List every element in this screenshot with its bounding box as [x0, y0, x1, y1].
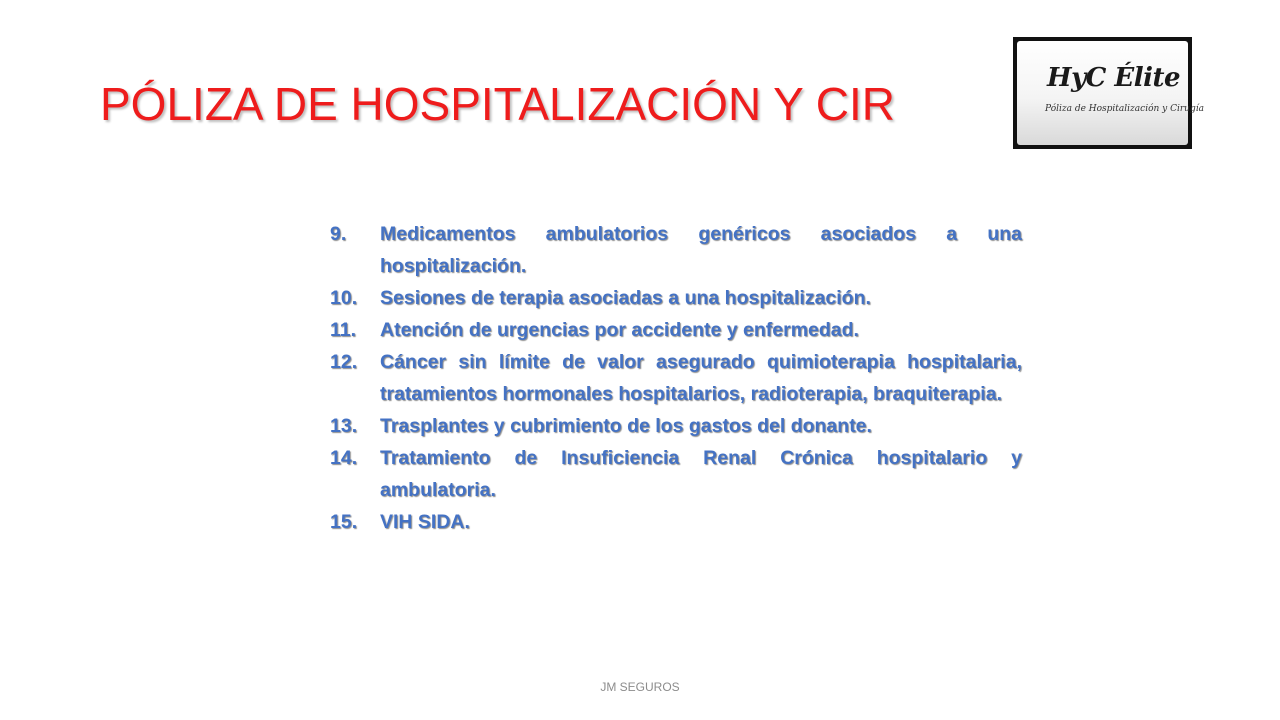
list-item-text: VIH SIDA. [380, 511, 470, 533]
list-item-number: 15. [330, 511, 358, 533]
list-item-text: Tratamiento de Insuficiencia Renal Crónica hospitalario y ambulatoria. [380, 447, 1022, 501]
list-item [330, 314, 1022, 346]
list-item-number: 10. [330, 287, 358, 309]
list-item-number: 12. [330, 351, 358, 373]
list-item [330, 506, 1022, 538]
list-item-number: 9. [330, 223, 347, 245]
list-item [330, 282, 1022, 314]
list-item-number: 14. [330, 447, 358, 469]
list-item-text: Medicamentos ambulatorios genéricos asociados a una hospitalización. [380, 223, 1022, 277]
slide-footer: JM SEGUROS [600, 680, 680, 694]
list-item-text: Cáncer sin límite de valor asegurado quimioterapia hospitalaria, tratamientos hormonales hospitalarios, radioterapia, braquiterapia. [380, 351, 1022, 405]
list-item-number: 11. [330, 319, 357, 341]
logo-brand-text: HyC Élite [1047, 63, 1181, 93]
list-item-text: Trasplantes y cubrimiento de los gastos del donante. [380, 415, 872, 437]
hyc-elite-logo [1013, 37, 1204, 149]
slide-title: PÓLIZA DE HOSPITALIZACIÓN Y CIR [100, 78, 895, 130]
list-item-text: Atención de urgencias por accidente y enfermedad. [380, 319, 859, 341]
list-item [330, 410, 1022, 442]
list-item [330, 346, 1022, 410]
list-item [330, 442, 1022, 506]
coverage-list [330, 218, 1022, 538]
list-item [330, 218, 1022, 282]
logo-panel [1017, 41, 1204, 145]
list-item-number: 13. [330, 415, 358, 437]
list-item-text: Sesiones de terapia asociadas a una hospitalización. [380, 287, 871, 309]
logo-tagline: Póliza de Hospitalización y Cirugía [1045, 104, 1204, 114]
